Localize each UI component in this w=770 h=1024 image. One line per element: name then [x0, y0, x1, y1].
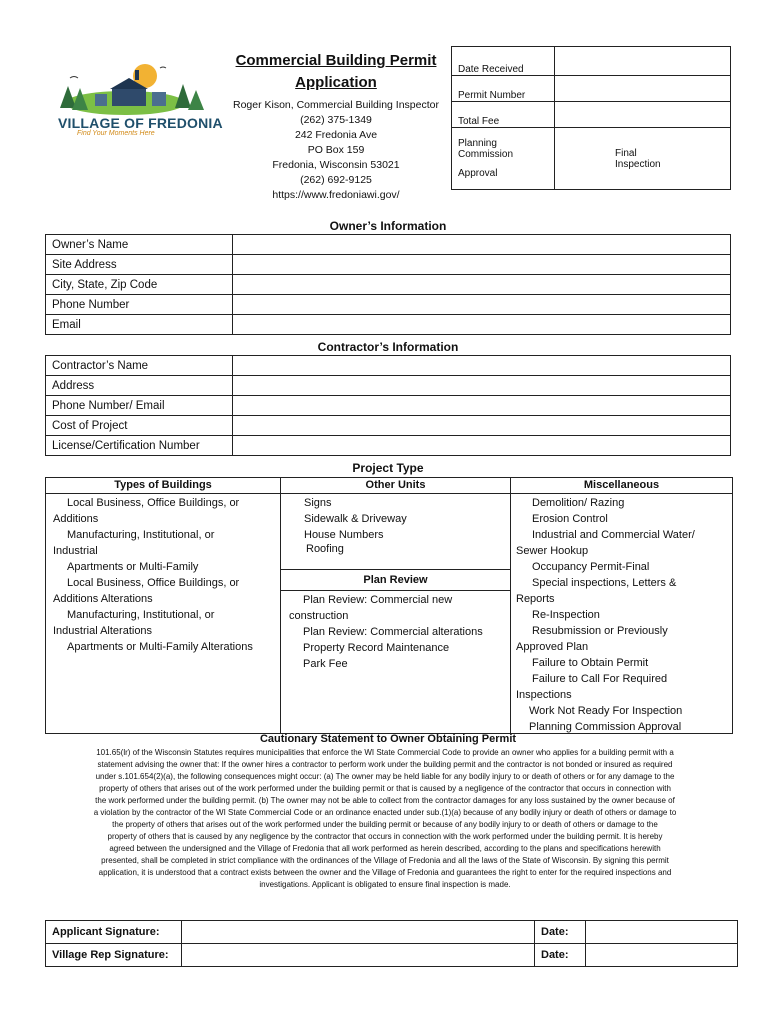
misc-option[interactable]: Failure to Obtain Permit [532, 657, 649, 669]
caution-line: under s.101.654(2)(a), the following consequences might occur: (a) The owner may be held liable for any bodily injury to or death of others or for any damage to the [95, 772, 675, 781]
final-label: Final [615, 147, 637, 159]
plan-review-rule-top [281, 569, 510, 570]
misc-option[interactable]: Re-Inspection [532, 609, 600, 621]
contact-line: Roger Kison, Commercial Building Inspector [232, 99, 439, 111]
logo-title: VILLAGE OF FREDONIA [58, 115, 223, 131]
date-received-field[interactable] [555, 47, 731, 76]
plan-review-header: Plan Review [363, 574, 428, 586]
logo-tagline: Find Your Moments Here [77, 130, 155, 137]
plan-review-option[interactable]: Park Fee [303, 658, 348, 670]
commission-label: Commission [458, 149, 514, 160]
contractor-section-title: Contractor’s Information [317, 340, 459, 354]
contact-line: https://www.fredoniawi.gov/ [272, 189, 400, 201]
plan-review-rule-bottom [281, 590, 510, 591]
license-number-field[interactable] [233, 436, 731, 456]
city-state-zip-field[interactable] [233, 275, 731, 295]
applicant-signature-field[interactable] [182, 921, 535, 944]
misc-option[interactable]: Erosion Control [532, 513, 608, 525]
building-type-option[interactable]: Apartments or Multi-Family Alterations [67, 641, 253, 653]
caution-line: statement advising the owner that: If the owner hires a contractor to perform work under the building permit and the contractor is not bonded or insured as required [97, 760, 673, 769]
applicant-date-label: Date: [535, 921, 586, 944]
village-rep-signature-label: Village Rep Signature: [46, 944, 182, 967]
miscellaneous-list [516, 495, 730, 735]
contact-line: (262) 692-9125 [300, 174, 372, 186]
caution-line: 101.65(lr) of the Wisconsin Statutes requires municipalities that enforce the WI State Commercial Code to provide an owner who applies for a building permit with a [96, 748, 674, 757]
form-title-line2: Application [295, 74, 377, 91]
building-type-option[interactable]: Manufacturing, Institutional, or [67, 529, 215, 541]
owner-name-field[interactable] [233, 235, 731, 255]
form-title-line1: Commercial Building Permit [235, 52, 437, 69]
caution-line: the work performed under the building permit. (b) The owner may not be able to collect from the contractor damages for any loss sustained by the owner because of [95, 796, 675, 805]
other-units-list [304, 495, 504, 556]
caution-line: a violation by the contractor of the WI State Commercial Code or an ordinance enacted under sub.(1)(a) because of any bodily injury or death of others or damage to [93, 808, 677, 817]
planning-label: Planning [458, 138, 497, 149]
plan-review-list [289, 592, 505, 672]
building-type-option-cont: Industrial [53, 545, 98, 557]
misc-option-cont: Approved Plan [516, 641, 589, 653]
misc-option[interactable]: Planning Commission Approval [529, 721, 682, 733]
caution-line: the property of others that arises out of the work performed under the building permit or because of any bodily injury to or death of others or damage to the [112, 820, 658, 829]
contractor-name-label: Contractor’s Name [46, 356, 233, 376]
caution-line: property of others that is caused by any negligence by the contractor that occurs in connection with the work performed under the building permit. It is hereby [107, 832, 663, 841]
building-type-option-cont: Additions Alterations [53, 593, 153, 605]
misc-option[interactable]: Work Not Ready For Inspection [529, 705, 683, 717]
applicant-date-field[interactable] [586, 921, 738, 944]
applicant-signature-label: Applicant Signature: [46, 921, 182, 944]
total-fee-field[interactable] [555, 102, 731, 128]
form-header [222, 50, 450, 203]
misc-option[interactable]: Failure to Call For Required [532, 673, 668, 685]
license-number-label: License/Certification Number [46, 436, 233, 456]
permit-number-label: Permit Number [452, 76, 555, 102]
owner-section-title: Owner’s Information [329, 219, 447, 233]
building-type-option-cont: Additions [53, 513, 99, 525]
other-unit-option[interactable]: Roofing [306, 543, 344, 555]
other-unit-option[interactable]: Signs [304, 497, 332, 509]
caution-line: property of others that arises out of the work performed under the building permit or that is caused by a negligence of the contractor that occurs in connection with [99, 784, 671, 793]
misc-option-cont: Inspections [516, 689, 572, 701]
cost-of-project-field[interactable] [233, 416, 731, 436]
site-address-field[interactable] [233, 255, 731, 275]
village-rep-signature-field[interactable] [182, 944, 535, 967]
project-type-title: Project Type [352, 461, 424, 475]
caution-statement [45, 747, 725, 891]
contact-line: 242 Fredonia Ave [294, 129, 378, 141]
total-fee-label: Total Fee [452, 102, 555, 128]
site-address-label: Site Address [46, 255, 233, 275]
signature-table [45, 920, 738, 967]
office-use-table [451, 46, 731, 190]
logo-graphic [50, 58, 210, 118]
column-divider [510, 478, 511, 733]
village-rep-date-label: Date: [535, 944, 586, 967]
misc-option[interactable]: Special inspections, Letters & [532, 577, 677, 589]
caution-line: presented, shall be completed in strict compliance with the ordinances of the Village of Fredonia and all the laws of the State of Wisconsin. By signing this permit [101, 856, 669, 865]
date-received-label: Date Received [452, 47, 555, 76]
contractor-phone-email-label: Phone Number/ Email [46, 396, 233, 416]
misc-option[interactable]: Occupancy Permit-Final [532, 561, 650, 573]
other-unit-option[interactable]: Sidewalk & Driveway [304, 513, 407, 525]
owner-name-label: Owner’s Name [46, 235, 233, 255]
phone-number-field[interactable] [233, 295, 731, 315]
other-units-header: Other Units [365, 479, 426, 491]
permit-number-field[interactable] [555, 76, 731, 102]
email-label: Email [46, 315, 233, 335]
project-type-box [45, 477, 733, 734]
types-of-buildings-list [53, 495, 277, 655]
miscellaneous-header: Miscellaneous [583, 479, 660, 491]
caution-line: investigations. Applicant is obligated to ensure final inspection is made. [259, 880, 511, 889]
plan-review-option[interactable]: Plan Review: Commercial new [303, 594, 453, 606]
plan-review-option[interactable]: Property Record Maintenance [303, 642, 450, 654]
misc-option[interactable]: Demolition/ Razing [532, 497, 625, 509]
misc-option[interactable]: Industrial and Commercial Water/ [532, 529, 695, 541]
plan-review-option-cont: construction [289, 610, 349, 622]
email-field[interactable] [233, 315, 731, 335]
contractor-info-table [45, 355, 731, 456]
column-divider [280, 478, 281, 733]
misc-option[interactable]: Resubmission or Previously [532, 625, 668, 637]
city-state-zip-label: City, State, Zip Code [46, 275, 233, 295]
caution-title: Cautionary Statement to Owner Obtaining Permit [259, 733, 517, 745]
misc-option-cont: Reports [516, 593, 555, 605]
cost-of-project-label: Cost of Project [46, 416, 233, 436]
approval-label: Approval [458, 168, 498, 179]
contractor-phone-email-field[interactable] [233, 396, 731, 416]
other-unit-option[interactable]: House Numbers [304, 529, 384, 541]
building-type-option-cont: Industrial Alterations [53, 625, 153, 637]
building-type-option[interactable]: Apartments or Multi-Family [67, 561, 199, 573]
caution-line: application, it is understood that a contract exists between the owner and the Village of Fredonia and guarantees the right to enter for the required inspections and [98, 868, 672, 877]
phone-number-label: Phone Number [46, 295, 233, 315]
inspection-label: Inspection [615, 158, 661, 170]
building-type-option[interactable]: Local Business, Office Buildings, or [67, 577, 240, 589]
plan-review-option[interactable]: Plan Review: Commercial alterations [303, 626, 483, 638]
building-type-option[interactable]: Manufacturing, Institutional, or [67, 609, 215, 621]
contact-line: PO Box 159 [307, 144, 365, 156]
final-inspection-field[interactable] [555, 128, 731, 190]
contractor-address-label: Address [46, 376, 233, 396]
village-rep-date-field[interactable] [586, 944, 738, 967]
planning-commission-approval-field[interactable] [452, 128, 555, 190]
header-rule [46, 493, 732, 494]
contact-line: (262) 375-1349 [300, 114, 372, 126]
contact-line: Fredonia, Wisconsin 53021 [272, 159, 400, 171]
building-type-option[interactable]: Local Business, Office Buildings, or [67, 497, 240, 509]
types-of-buildings-header: Types of Buildings [114, 479, 212, 491]
misc-option-cont: Sewer Hookup [516, 545, 589, 557]
contractor-name-field[interactable] [233, 356, 731, 376]
owner-info-table [45, 234, 731, 335]
contractor-address-field[interactable] [233, 376, 731, 396]
caution-line: agreed between the undersigned and the Village of Fredonia that all work performed as herein described, according to the plans and specifications herewith [109, 844, 661, 853]
